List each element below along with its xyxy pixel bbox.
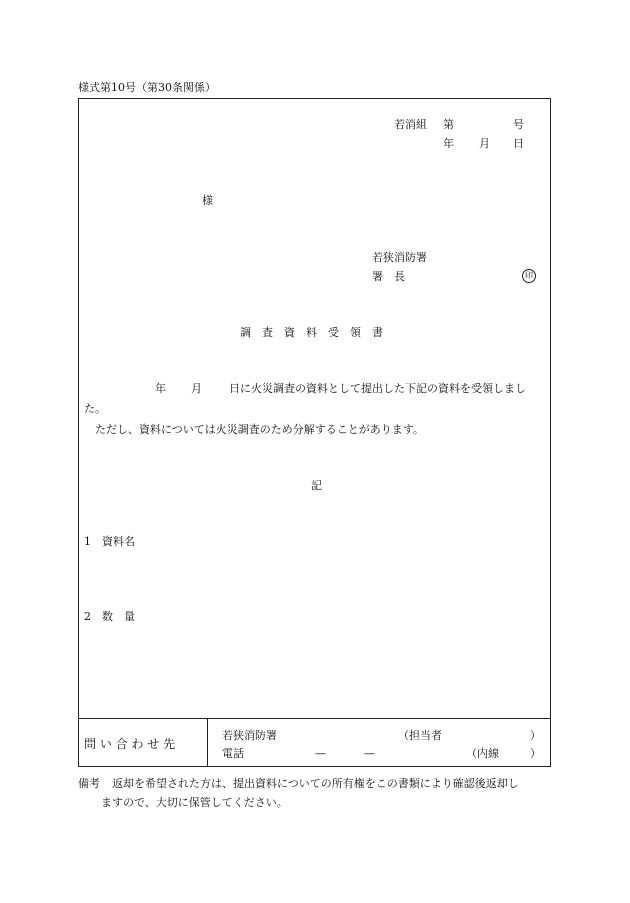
contact-divider — [78, 718, 551, 719]
form-number-header: 様式第10号（第30条関係） — [78, 81, 216, 94]
contact-close-2: ） — [530, 747, 541, 760]
remarks-line-2: ますので、大切に保管してください。 — [101, 796, 288, 809]
issuer-org: 若狭消防署 — [372, 251, 427, 264]
remarks-label: 備考 — [78, 777, 100, 790]
contact-tel-label: 電話 — [222, 747, 244, 760]
contact-close-1: ） — [530, 729, 541, 742]
date-month: 月 — [479, 137, 490, 150]
addressee-suffix: 様 — [202, 194, 213, 207]
remarks-line-1: 返却を希望された方は、提出資料についての所有権をこの書類により確認後返却し — [112, 777, 519, 790]
body-line-1: 日に火災調査の資料として提出した下記の資料を受領しまし — [229, 382, 526, 395]
doc-number-dai: 第 — [443, 118, 454, 131]
item-2-label: 数 量 — [102, 610, 135, 623]
item-1-label: 資料名 — [102, 535, 135, 548]
contact-naisen: （内線 — [466, 747, 499, 760]
doc-number-prefix: 若消組 — [394, 118, 427, 131]
issuer-title: 署 長 — [372, 270, 405, 283]
contact-tantou: （担当者 — [398, 729, 442, 742]
item-1-number: 1 — [84, 535, 91, 548]
ki-heading: 記 — [311, 479, 322, 492]
contact-org: 若狭消防署 — [222, 729, 277, 742]
contact-dash-2: — — [364, 747, 375, 760]
document-title: 調 査 資 料 受 領 書 — [240, 326, 383, 339]
date-day: 日 — [513, 137, 524, 150]
contact-vertical-divider — [207, 718, 208, 767]
contact-dash-1: — — [315, 747, 326, 760]
body-date-month: 月 — [191, 382, 202, 395]
body-line-2: た。 — [84, 402, 106, 415]
contact-label: 問 い 合 わ せ 先 — [84, 737, 176, 751]
doc-number-go: 号 — [513, 118, 524, 131]
seal-mark-icon: 印 — [522, 269, 536, 283]
body-line-3: ただし、資料については火災調査のため分解することがあります。 — [95, 423, 424, 436]
date-year: 年 — [443, 137, 454, 150]
item-2-number: 2 — [84, 610, 91, 623]
body-date-year: 年 — [155, 382, 166, 395]
